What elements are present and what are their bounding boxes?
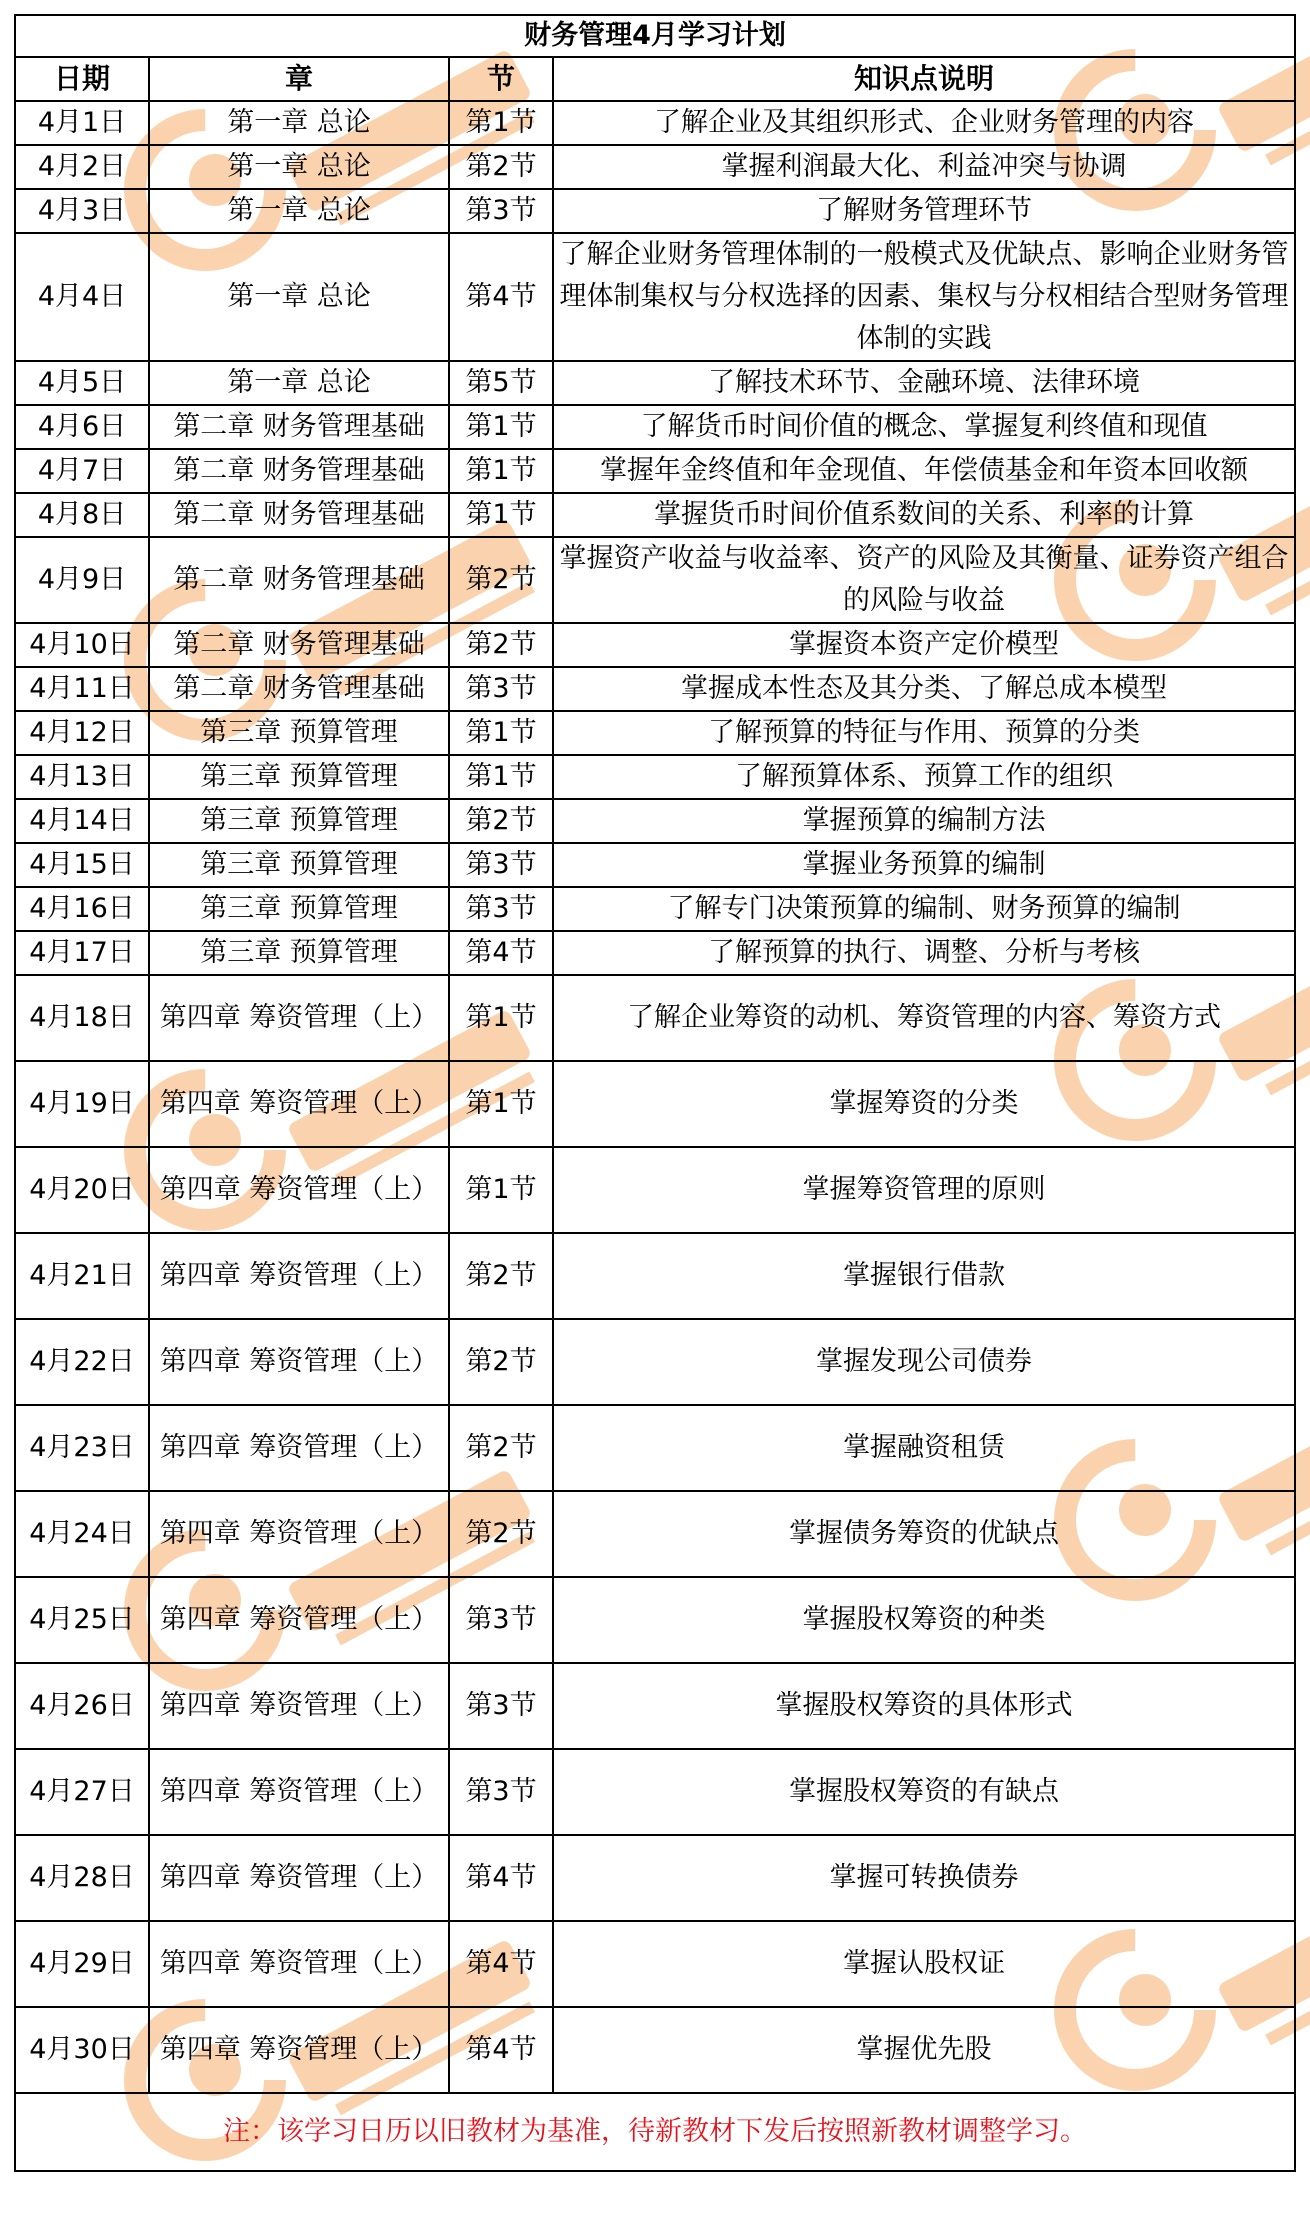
date-cell: 4月30日	[15, 2007, 149, 2093]
desc-cell: 掌握融资租赁	[553, 1405, 1295, 1491]
section-cell: 第1节	[449, 1061, 553, 1147]
chapter-cell: 第四章 筹资管理（上）	[149, 975, 449, 1061]
chapter-cell: 第四章 筹资管理（上）	[149, 1233, 449, 1319]
chapter-cell: 第三章 预算管理	[149, 843, 449, 887]
chapter-cell: 第二章 财务管理基础	[149, 667, 449, 711]
chapter-cell: 第三章 预算管理	[149, 755, 449, 799]
table-row	[15, 1405, 1295, 1491]
chapter-cell: 第一章 总论	[149, 101, 449, 145]
date-cell: 4月9日	[15, 537, 149, 623]
section-cell: 第3节	[449, 887, 553, 931]
section-cell: 第4节	[449, 1921, 553, 2007]
table-row	[15, 799, 1295, 843]
desc-cell: 了解企业筹资的动机、筹资管理的内容、筹资方式	[553, 975, 1295, 1061]
section-cell: 第1节	[449, 493, 553, 537]
section-cell: 第2节	[449, 1319, 553, 1405]
date-cell: 4月4日	[15, 233, 149, 361]
section-cell: 第3节	[449, 1749, 553, 1835]
chapter-cell: 第二章 财务管理基础	[149, 405, 449, 449]
section-cell: 第2节	[449, 1233, 553, 1319]
table-row	[15, 711, 1295, 755]
table-row	[15, 1577, 1295, 1663]
section-cell: 第5节	[449, 361, 553, 405]
date-cell: 4月18日	[15, 975, 149, 1061]
table-row	[15, 145, 1295, 189]
desc-cell: 了解企业及其组织形式、企业财务管理的内容	[553, 101, 1295, 145]
section-cell: 第3节	[449, 1663, 553, 1749]
desc-cell: 掌握可转换债券	[553, 1835, 1295, 1921]
table-row	[15, 405, 1295, 449]
chapter-cell: 第四章 筹资管理（上）	[149, 1491, 449, 1577]
section-cell: 第3节	[449, 843, 553, 887]
date-cell: 4月26日	[15, 1663, 149, 1749]
date-cell: 4月21日	[15, 1233, 149, 1319]
desc-cell: 掌握优先股	[553, 2007, 1295, 2093]
section-cell: 第1节	[449, 755, 553, 799]
desc-cell: 掌握成本性态及其分类、了解总成本模型	[553, 667, 1295, 711]
chapter-cell: 第二章 财务管理基础	[149, 493, 449, 537]
section-cell: 第1节	[449, 975, 553, 1061]
table-row	[15, 1233, 1295, 1319]
desc-cell: 掌握资本资产定价模型	[553, 623, 1295, 667]
table-row	[15, 1921, 1295, 2007]
chapter-cell: 第四章 筹资管理（上）	[149, 1663, 449, 1749]
date-cell: 4月24日	[15, 1491, 149, 1577]
section-cell: 第2节	[449, 145, 553, 189]
table-row	[15, 931, 1295, 975]
chapter-cell: 第一章 总论	[149, 189, 449, 233]
section-cell: 第1节	[449, 405, 553, 449]
chapter-cell: 第四章 筹资管理（上）	[149, 1405, 449, 1491]
desc-cell: 掌握债务筹资的优缺点	[553, 1491, 1295, 1577]
desc-cell: 掌握筹资的分类	[553, 1061, 1295, 1147]
table-row	[15, 493, 1295, 537]
chapter-cell: 第三章 预算管理	[149, 711, 449, 755]
date-cell: 4月29日	[15, 1921, 149, 2007]
section-cell: 第1节	[449, 101, 553, 145]
date-cell: 4月10日	[15, 623, 149, 667]
desc-cell: 掌握年金终值和年金现值、年偿债基金和年资本回收额	[553, 449, 1295, 493]
desc-cell: 掌握股权筹资的有缺点	[553, 1749, 1295, 1835]
desc-cell: 了解预算的特征与作用、预算的分类	[553, 711, 1295, 755]
table-body	[15, 101, 1295, 2093]
date-cell: 4月16日	[15, 887, 149, 931]
table-row	[15, 1663, 1295, 1749]
desc-cell: 了解货币时间价值的概念、掌握复利终值和现值	[553, 405, 1295, 449]
section-cell: 第4节	[449, 2007, 553, 2093]
chapter-cell: 第四章 筹资管理（上）	[149, 1749, 449, 1835]
date-cell: 4月12日	[15, 711, 149, 755]
desc-cell: 了解企业财务管理体制的一般模式及优缺点、影响企业财务管理体制集权与分权选择的因素、集权与分权相结合型财务管理体制的实践	[553, 233, 1295, 361]
chapter-cell: 第四章 筹资管理（上）	[149, 1061, 449, 1147]
desc-cell: 了解专门决策预算的编制、财务预算的编制	[553, 887, 1295, 931]
date-cell: 4月28日	[15, 1835, 149, 1921]
section-cell: 第4节	[449, 1835, 553, 1921]
chapter-cell: 第一章 总论	[149, 145, 449, 189]
header-date: 日期	[15, 57, 149, 101]
chapter-cell: 第二章 财务管理基础	[149, 449, 449, 493]
section-cell: 第1节	[449, 711, 553, 755]
footnote: 注：该学习日历以旧教材为基准，待新教材下发后按照新教材调整学习。	[15, 2093, 1295, 2171]
desc-cell: 掌握预算的编制方法	[553, 799, 1295, 843]
section-cell: 第1节	[449, 449, 553, 493]
table-row	[15, 1147, 1295, 1233]
date-cell: 4月3日	[15, 189, 149, 233]
section-cell: 第2节	[449, 1491, 553, 1577]
table-row	[15, 1491, 1295, 1577]
header-desc: 知识点说明	[553, 57, 1295, 101]
desc-cell: 掌握银行借款	[553, 1233, 1295, 1319]
chapter-cell: 第一章 总论	[149, 361, 449, 405]
date-cell: 4月5日	[15, 361, 149, 405]
table-row	[15, 1061, 1295, 1147]
date-cell: 4月6日	[15, 405, 149, 449]
date-cell: 4月20日	[15, 1147, 149, 1233]
table-row	[15, 667, 1295, 711]
desc-cell: 了解技术环节、金融环境、法律环境	[553, 361, 1295, 405]
date-cell: 4月27日	[15, 1749, 149, 1835]
date-cell: 4月19日	[15, 1061, 149, 1147]
desc-cell: 了解财务管理环节	[553, 189, 1295, 233]
section-cell: 第2节	[449, 1405, 553, 1491]
desc-cell: 了解预算体系、预算工作的组织	[553, 755, 1295, 799]
section-cell: 第3节	[449, 189, 553, 233]
section-cell: 第2节	[449, 799, 553, 843]
desc-cell: 掌握货币时间价值系数间的关系、利率的计算	[553, 493, 1295, 537]
desc-cell: 掌握筹资管理的原则	[553, 1147, 1295, 1233]
table-row	[15, 1749, 1295, 1835]
chapter-cell: 第四章 筹资管理（上）	[149, 1921, 449, 2007]
table-row	[15, 1319, 1295, 1405]
table-row	[15, 189, 1295, 233]
section-cell: 第4节	[449, 233, 553, 361]
desc-cell: 掌握认股权证	[553, 1921, 1295, 2007]
desc-cell: 掌握业务预算的编制	[553, 843, 1295, 887]
date-cell: 4月23日	[15, 1405, 149, 1491]
chapter-cell: 第二章 财务管理基础	[149, 537, 449, 623]
desc-cell: 掌握资产收益与收益率、资产的风险及其衡量、证券资产组合的风险与收益	[553, 537, 1295, 623]
chapter-cell: 第三章 预算管理	[149, 887, 449, 931]
table-row	[15, 2007, 1295, 2093]
desc-cell: 掌握股权筹资的具体形式	[553, 1663, 1295, 1749]
date-cell: 4月17日	[15, 931, 149, 975]
date-cell: 4月2日	[15, 145, 149, 189]
date-cell: 4月1日	[15, 101, 149, 145]
date-cell: 4月7日	[15, 449, 149, 493]
section-cell: 第1节	[449, 1147, 553, 1233]
header-chapter: 章	[149, 57, 449, 101]
date-cell: 4月8日	[15, 493, 149, 537]
table-row	[15, 975, 1295, 1061]
chapter-cell: 第三章 预算管理	[149, 931, 449, 975]
table-row	[15, 537, 1295, 623]
chapter-cell: 第四章 筹资管理（上）	[149, 1147, 449, 1233]
desc-cell: 了解预算的执行、调整、分析与考核	[553, 931, 1295, 975]
chapter-cell: 第四章 筹资管理（上）	[149, 1835, 449, 1921]
table-row	[15, 233, 1295, 361]
study-plan-table	[14, 14, 1296, 2172]
date-cell: 4月15日	[15, 843, 149, 887]
table-row	[15, 843, 1295, 887]
section-cell: 第3节	[449, 1577, 553, 1663]
table-row	[15, 755, 1295, 799]
table-row	[15, 1835, 1295, 1921]
date-cell: 4月14日	[15, 799, 149, 843]
section-cell: 第4节	[449, 931, 553, 975]
chapter-cell: 第三章 预算管理	[149, 799, 449, 843]
chapter-cell: 第二章 财务管理基础	[149, 623, 449, 667]
date-cell: 4月22日	[15, 1319, 149, 1405]
table-row	[15, 449, 1295, 493]
table-row	[15, 623, 1295, 667]
chapter-cell: 第一章 总论	[149, 233, 449, 361]
date-cell: 4月25日	[15, 1577, 149, 1663]
chapter-cell: 第四章 筹资管理（上）	[149, 2007, 449, 2093]
desc-cell: 掌握发现公司债券	[553, 1319, 1295, 1405]
chapter-cell: 第四章 筹资管理（上）	[149, 1577, 449, 1663]
desc-cell: 掌握股权筹资的种类	[553, 1577, 1295, 1663]
table-row	[15, 101, 1295, 145]
header-section: 节	[449, 57, 553, 101]
section-cell: 第2节	[449, 537, 553, 623]
table-title: 财务管理4月学习计划	[15, 15, 1295, 57]
section-cell: 第3节	[449, 667, 553, 711]
section-cell: 第2节	[449, 623, 553, 667]
date-cell: 4月13日	[15, 755, 149, 799]
table-row	[15, 887, 1295, 931]
date-cell: 4月11日	[15, 667, 149, 711]
chapter-cell: 第四章 筹资管理（上）	[149, 1319, 449, 1405]
table-row	[15, 361, 1295, 405]
desc-cell: 掌握利润最大化、利益冲突与协调	[553, 145, 1295, 189]
